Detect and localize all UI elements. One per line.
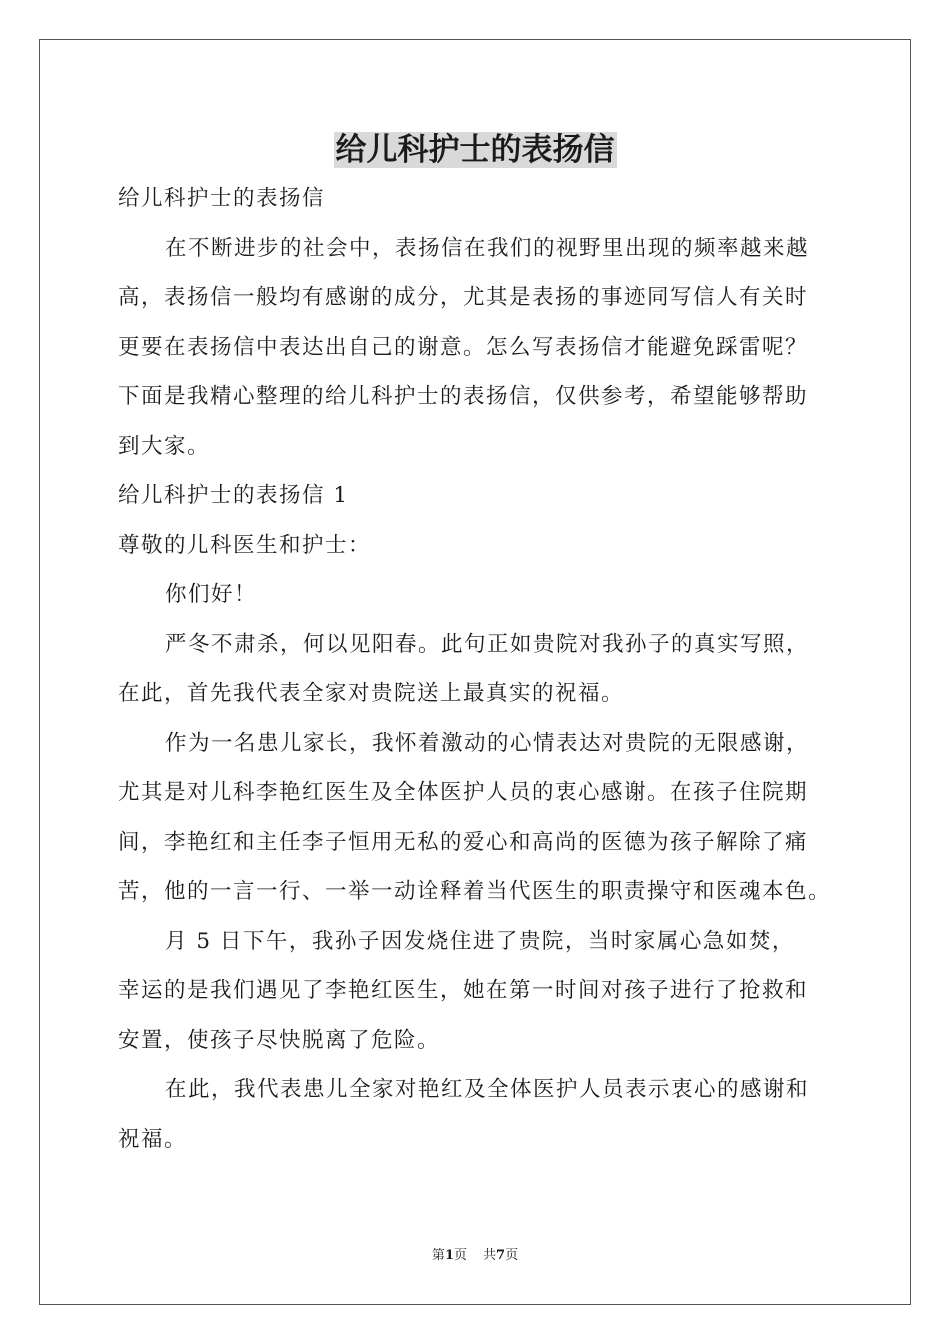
body-line: 给儿科护士的表扬信 1 — [118, 483, 349, 508]
document-title — [0, 128, 950, 172]
document-body — [118, 174, 834, 1164]
body-line: 在此，首先我代表全家对贵院送上最真实的祝福。 — [118, 681, 625, 706]
body-line: 尤其是对儿科李艳红医生及全体医护人员的衷心感谢。在孩子住院期 — [118, 780, 809, 805]
body-line: 你们好！ — [165, 582, 258, 607]
body-line: 月 5 日下午，我孙子因发烧住进了贵院，当时家属心急如焚， — [165, 928, 795, 954]
body-line: 安置，使孩子尽快脱离了危险。 — [118, 1027, 441, 1053]
footer-total-pages: 7 — [496, 1248, 506, 1263]
body-line: 更要在表扬信中表达出自己的谢意。怎么写表扬信才能避免踩雷呢？ — [118, 334, 809, 360]
document-title-text: 给儿科护士的表扬信 — [335, 132, 615, 168]
body-line: 严冬不肃杀，何以见阳春。此句正如贵院对我孙子的真实写照， — [165, 631, 810, 657]
body-line: 给儿科护士的表扬信 — [118, 186, 326, 211]
footer-page-prefix: 第 — [431, 1248, 445, 1263]
body-line: 尊敬的儿科医生和护士： — [118, 532, 372, 558]
footer-page-suffix: 页 — [453, 1248, 467, 1263]
body-line: 间，李艳红和主任李子恒用无私的爱心和高尚的医德为孩子解除了痛 — [118, 829, 809, 855]
footer-page-number: 1 — [444, 1248, 454, 1263]
body-line: 到大家。 — [118, 433, 211, 459]
page-footer — [0, 1246, 950, 1266]
body-line: 作为一名患儿家长，我怀着激动的心情表达对贵院的无限感谢， — [165, 730, 810, 756]
body-line: 祝福。 — [118, 1126, 188, 1152]
body-line: 苦，他的一言一行、一举一动诠释着当代医生的职责操守和医魂本色。 — [118, 879, 832, 904]
body-line: 在不断进步的社会中，表扬信在我们的视野里出现的频率越来越 — [165, 235, 810, 261]
body-line: 在此，我代表患儿全家对艳红及全体医护人员表示衷心的感谢和 — [165, 1077, 810, 1102]
body-line: 高，表扬信一般均有感谢的成分，尤其是表扬的事迹同写信人有关时 — [118, 285, 809, 310]
body-line: 下面是我精心整理的给儿科护士的表扬信，仅供参考，希望能够帮助 — [118, 384, 809, 409]
footer-total-suffix: 页 — [505, 1248, 519, 1263]
body-line: 幸运的是我们遇见了李艳红医生，她在第一时间对孩子进行了抢救和 — [118, 978, 809, 1003]
footer-total-prefix: 共 — [483, 1248, 497, 1263]
